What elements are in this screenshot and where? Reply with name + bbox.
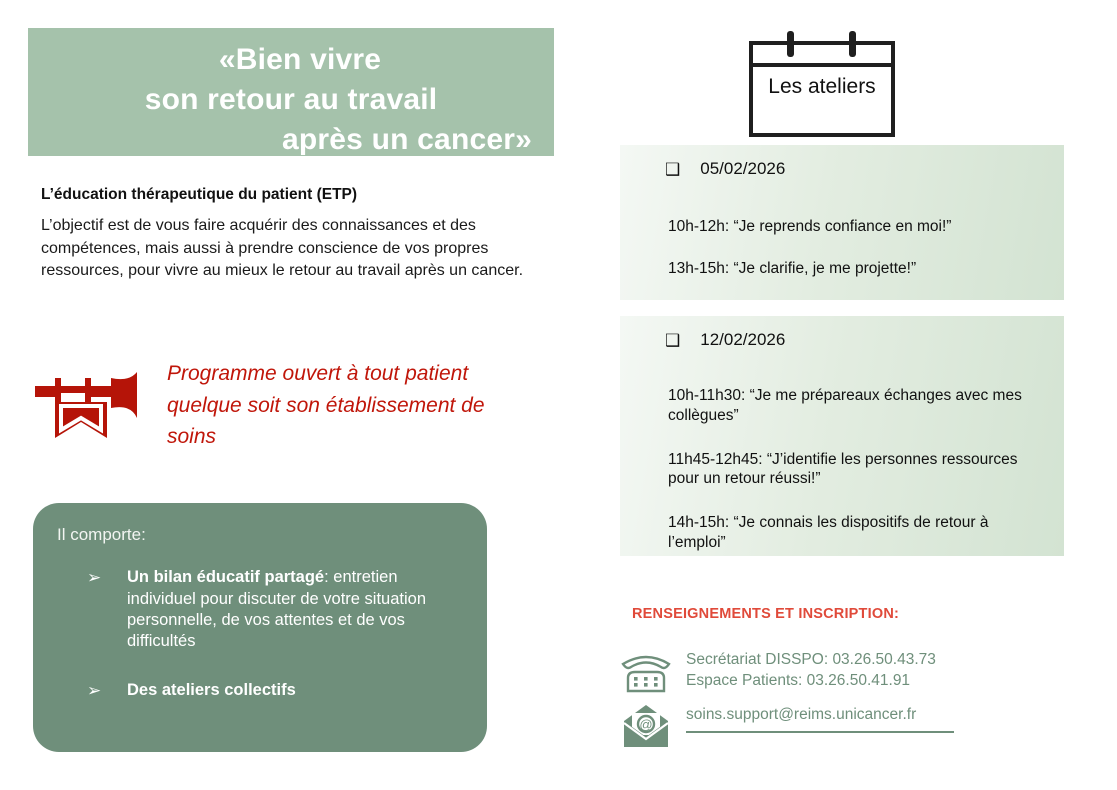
components-lead: Il comporte:	[57, 525, 146, 544]
title-line-2: son retour au travail	[144, 82, 438, 116]
telephone-icon	[620, 648, 672, 694]
checkbox-icon: ❑	[665, 159, 681, 179]
list-item: 11h45-12h45: “J’identifie les personnes ressources pour un retour réussi!”	[668, 450, 1018, 488]
contact-email-row	[620, 703, 954, 749]
email-address[interactable]: soins.support@reims.unicancer.fr	[686, 706, 917, 723]
email-block	[686, 703, 954, 733]
calendar-label: Les ateliers	[768, 75, 876, 98]
list-item-strong: Un bilan éducatif partagé	[127, 568, 325, 587]
list-item	[57, 567, 463, 651]
open-program-note-text: Programme ouvert à tout patient quelque soit son établissement de soins	[167, 362, 485, 448]
etp-body-text: L’objectif est de vous faire acquérir des connaissances et des compétences, mais aussi à prendre conscience de vos propres ressources, pour vivre au mieux le retour au travail après un cancer.	[41, 217, 524, 280]
components-list	[57, 567, 463, 702]
bullet-arrow-icon: ➢	[87, 680, 102, 700]
session-list	[620, 217, 1064, 279]
title-banner	[28, 28, 554, 156]
list-item-strong: Des ateliers collectifs	[127, 680, 296, 699]
open-program-note	[33, 358, 563, 453]
list-item: 10h-12h: “Je reprends confiance en moi!”	[668, 218, 952, 235]
email-underline	[686, 731, 954, 733]
calendar-icon	[749, 31, 895, 137]
phone-line-1: Secrétariat DISSPO: 03.26.50.43.73	[686, 651, 936, 668]
trumpet-banner-icon	[33, 364, 143, 440]
session-list	[620, 386, 1064, 553]
list-item-rest: : entretien individuel pour discuter de votre situation personnelle, de vos attentes et de vos difficultés	[127, 568, 427, 650]
etp-heading: L’éducation thérapeutique du patient (ETP)	[41, 186, 358, 203]
list-item: 13h-15h: “Je clarifie, je me projette!”	[668, 259, 917, 277]
svg-text:@: @	[639, 717, 653, 732]
workshop-block	[620, 145, 1064, 300]
checkbox-icon: ❑	[665, 330, 681, 350]
phone-line-2: Espace Patients: 03.26.50.41.91	[686, 671, 911, 689]
calendar-ring-icon	[787, 31, 794, 57]
list-item	[57, 680, 463, 702]
workshop-block	[620, 316, 1064, 556]
calendar-top-bar	[753, 45, 891, 67]
bullet-arrow-icon: ➢	[87, 568, 102, 588]
list-item: 10h-11h30: “Je me prépareaux échanges avec mes collègues”	[668, 387, 1022, 424]
workshop-date-header	[620, 159, 1064, 179]
list-item: 14h-15h: “Je connais les dispositifs de retour à l’emploi”	[668, 514, 989, 552]
title-line-1: «Bien vivre	[218, 43, 382, 76]
workshop-date: 05/02/2026	[700, 159, 786, 178]
contact-section-title: RENSEIGNEMENTS ET INSCRIPTION:	[632, 606, 900, 622]
components-panel	[33, 503, 487, 752]
workshop-date-header	[620, 330, 1064, 350]
list-item-text	[127, 567, 437, 651]
workshop-date: 12/02/2026	[700, 330, 786, 349]
list-item-text	[127, 680, 437, 701]
calendar-ring-icon	[849, 31, 856, 57]
calendar-body	[749, 41, 895, 137]
contact-phone-row	[620, 648, 936, 694]
title-line-3: après un cancer»	[282, 122, 532, 156]
phone-numbers	[686, 648, 936, 691]
email-envelope-icon	[620, 703, 672, 749]
